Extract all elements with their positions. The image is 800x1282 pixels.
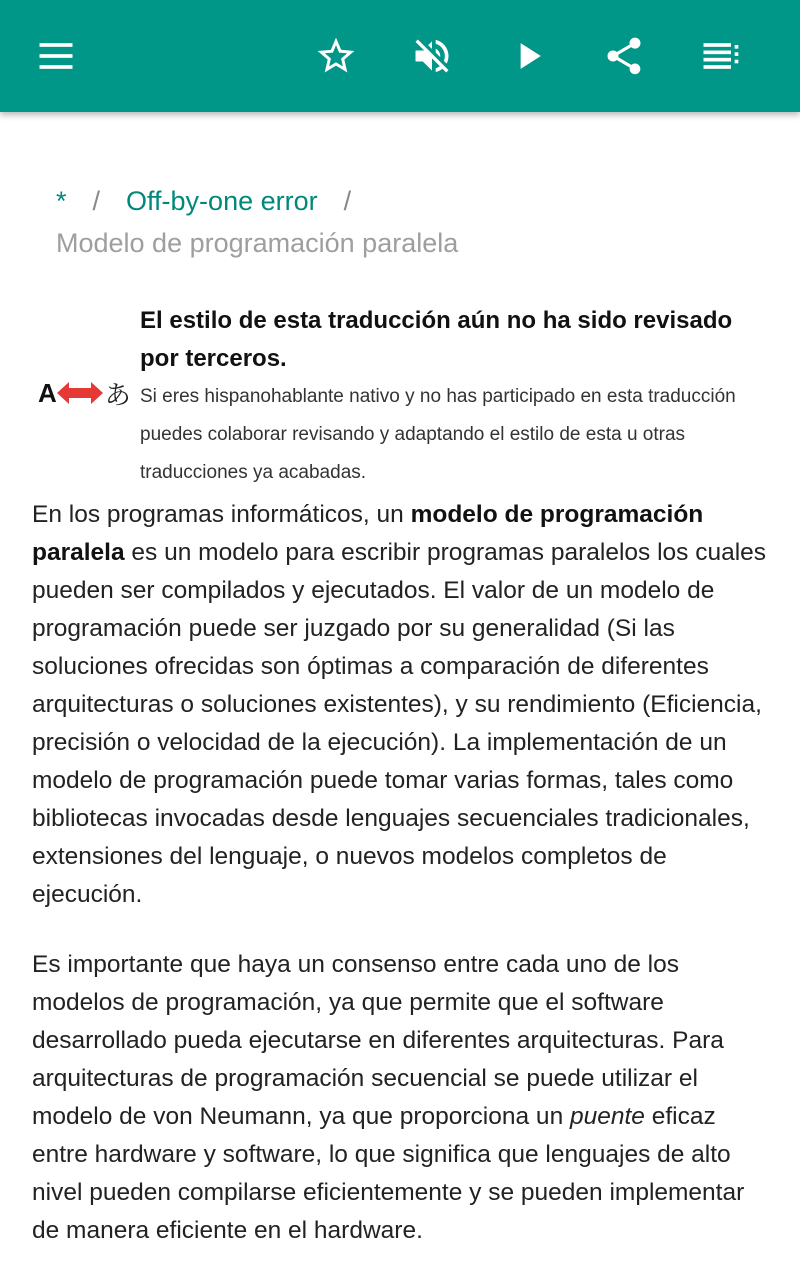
hamburger-menu-icon xyxy=(34,34,78,78)
article-paragraph xyxy=(32,496,772,914)
breadcrumb xyxy=(56,180,756,264)
paragraph-italic-term: puente xyxy=(570,1103,645,1130)
share-icon xyxy=(602,34,646,78)
breadcrumb-separator: / xyxy=(92,186,101,216)
paragraph-text: eficaz entre hardware y software, lo que significa que lenguajes de alto nivel pueden compilarse eficientemente y se pueden implementar de manera eficiente en el hardware. xyxy=(32,1103,745,1244)
double-arrow-icon xyxy=(57,381,103,405)
notice-text xyxy=(140,302,760,492)
translation-icon-target-letter: あ xyxy=(104,379,131,410)
mute-button[interactable] xyxy=(400,24,464,88)
playlist-button[interactable] xyxy=(688,24,752,88)
notice-title: El estilo de esta traducción aún no ha sido revisado por terceros. xyxy=(140,307,733,372)
bookmark-button[interactable] xyxy=(304,24,368,88)
breadcrumb-separator: / xyxy=(343,186,352,216)
breadcrumb-home-link[interactable]: * xyxy=(56,186,67,216)
notice-body: Si eres hispanohablante nativo y no has participado en esta traducción puedes colaborar revisando y adaptando el estilo de esta u otras traducciones ya acabadas. xyxy=(140,386,736,483)
star-outline-icon xyxy=(314,34,358,78)
play-icon xyxy=(506,34,550,78)
share-button[interactable] xyxy=(592,24,656,88)
page-content xyxy=(0,112,800,1280)
article-body xyxy=(32,496,772,1282)
volume-off-icon xyxy=(410,34,454,78)
translation-icon-source-letter: A xyxy=(38,377,57,408)
article-paragraph xyxy=(32,946,772,1250)
paragraph-bold-term: modelo de programación paralela xyxy=(32,501,704,566)
paragraph-text: es un modelo para escribir programas paralelos los cuales pueden ser compilados y ejecutados. El valor de un modelo de programación puede ser juzgado por su generalidad (Si las soluciones ofrecidas son óptimas a comparación de diferentes arquitecturas o soluciones existentes), y su rendimiento (Eficiencia, precisión o velocidad de la ejecución). La implementación de un modelo de programación puede tomar varias formas, tales como bibliotecas invocadas desde lenguajes secuenciales tradicionales, extensiones del lenguaje, o nuevos modelos completos de ejecución. xyxy=(32,539,767,908)
translation-notice xyxy=(32,302,772,488)
paragraph-text: Es importante que haya un consenso entre cada uno de los modelos de programación, ya que permite que el software desarrollado pueda ejecutarse en diferentes arquitecturas. Para arquitecturas de programación secuencial se puede utilizar el modelo de von Neumann, ya que proporciona un xyxy=(32,951,724,1130)
paragraph-text: En los programas informáticos, un xyxy=(32,501,411,528)
breadcrumb-parent-link[interactable]: Off-by-one error xyxy=(126,186,318,216)
breadcrumb-current-page: Modelo de programación paralela xyxy=(56,228,459,258)
menu-button[interactable] xyxy=(24,24,88,88)
playlist-icon xyxy=(698,34,742,78)
translation-icon xyxy=(38,377,138,409)
play-button[interactable] xyxy=(496,24,560,88)
app-toolbar xyxy=(0,0,800,112)
